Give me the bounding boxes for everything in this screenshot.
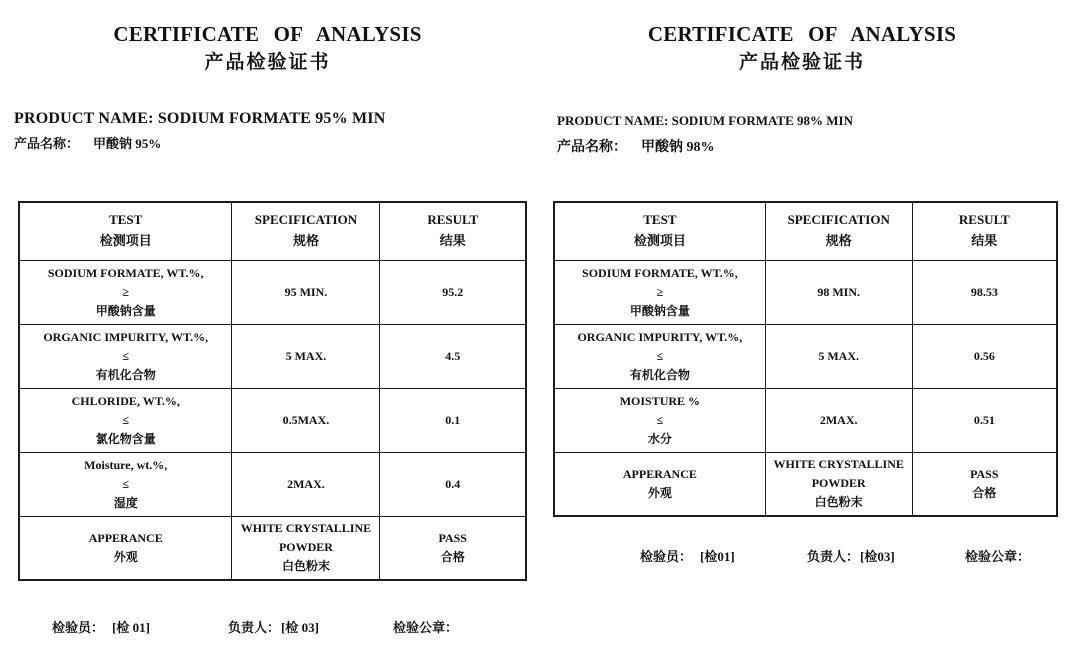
spec-cell xyxy=(765,388,912,452)
column-header-test-zh: 检测项目 xyxy=(99,233,152,248)
cell-line: SODIUM FORMATE, WT.%, xyxy=(47,265,204,280)
cell-line: 2MAX. xyxy=(819,412,858,427)
cell-line: ORGANIC IMPURITY, WT.%, xyxy=(43,329,209,344)
product-name-zh-value: 甲酸钠 98% xyxy=(641,140,715,155)
cell-line: PASS xyxy=(438,530,467,545)
cell-line: 白色粉末 xyxy=(281,559,330,574)
cell-line: 2MAX. xyxy=(287,476,325,491)
cell-line: 5 MAX. xyxy=(818,348,860,363)
product-name-zh-label: 产品名称： xyxy=(557,140,627,155)
column-header-specification-zh: 规格 xyxy=(825,233,852,248)
table-row xyxy=(19,388,526,452)
certificate-title-en: CERTIFICATE OF ANALYSIS xyxy=(113,22,422,46)
analysis-table-95 xyxy=(18,201,527,581)
column-header-specification-zh: 规格 xyxy=(292,233,319,248)
cell-line: 水分 xyxy=(647,431,672,446)
test-cell xyxy=(19,260,232,324)
table-header-row xyxy=(554,202,1057,260)
table-row xyxy=(19,324,526,388)
test-cell xyxy=(19,388,232,452)
supervisor-value: [检03] xyxy=(860,549,895,564)
certificate-title-zh: 产品检验证书 xyxy=(204,52,331,73)
cell-line: 98.53 xyxy=(970,284,998,299)
cell-line: 甲酸钠含量 xyxy=(95,303,156,318)
result-cell xyxy=(912,324,1057,388)
cell-line: ≥ xyxy=(656,284,664,299)
cell-line: ≤ xyxy=(656,348,664,363)
cell-line: 0.1 xyxy=(445,412,461,427)
cell-line: APPERANCE xyxy=(88,530,163,545)
result-cell xyxy=(380,516,526,580)
table-row xyxy=(19,516,526,580)
test-cell xyxy=(554,324,765,388)
supervisor-label: 负责人： xyxy=(807,549,860,564)
cell-line: WHITE CRYSTALLINE POWDER xyxy=(240,521,372,555)
cell-line: 有机化合物 xyxy=(629,367,690,382)
inspector-signature xyxy=(52,617,150,636)
test-cell xyxy=(554,260,765,324)
inspector-value: [检01] xyxy=(700,549,735,564)
test-cell xyxy=(554,388,765,452)
test-cell xyxy=(19,452,232,516)
cell-line: CHLORIDE, WT.%, xyxy=(71,393,180,408)
product-name-en: PRODUCT NAME: SODIUM FORMATE 95% MIN xyxy=(14,110,386,127)
cell-line: 4.5 xyxy=(445,348,461,363)
cell-line: ≤ xyxy=(122,348,130,363)
cell-line: 外观 xyxy=(647,485,672,500)
supervisor-signature xyxy=(807,546,895,565)
test-cell xyxy=(19,516,232,580)
result-cell xyxy=(912,388,1057,452)
supervisor-signature xyxy=(228,617,319,636)
spec-cell xyxy=(765,452,912,516)
signature-row xyxy=(535,546,1069,566)
column-header-test-en: TEST xyxy=(109,212,143,227)
cell-line: 湿度 xyxy=(113,495,138,510)
spec-cell xyxy=(765,260,912,324)
table-row xyxy=(19,260,526,324)
spec-cell xyxy=(765,324,912,388)
column-header-specification xyxy=(765,202,912,260)
product-name-zh-value: 甲酸钠 95% xyxy=(93,136,162,151)
signature-row xyxy=(0,617,535,637)
inspection-seal-label xyxy=(965,546,1030,565)
product-name-en: PRODUCT NAME: SODIUM FORMATE 98% MIN xyxy=(557,113,853,128)
seal-label: 检验公章： xyxy=(393,620,459,635)
result-cell xyxy=(380,388,526,452)
table-header-row xyxy=(19,202,526,260)
cell-line: ≥ xyxy=(122,284,130,299)
cell-line: 98 MIN. xyxy=(817,284,861,299)
column-header-test xyxy=(19,202,232,260)
cell-line: ≤ xyxy=(122,476,130,491)
result-cell xyxy=(380,452,526,516)
supervisor-value: [检 03] xyxy=(281,620,319,635)
test-cell xyxy=(554,452,765,516)
cell-line: 95.2 xyxy=(442,284,464,299)
column-header-specification xyxy=(232,202,380,260)
spec-cell xyxy=(232,388,380,452)
certificate-title-zh: 产品检验证书 xyxy=(738,52,865,73)
cell-line: WHITE CRYSTALLINE POWDER xyxy=(773,457,904,491)
result-cell xyxy=(380,324,526,388)
cell-line: MOISTURE % xyxy=(619,393,701,408)
inspector-value: [检 01] xyxy=(112,620,150,635)
inspector-signature xyxy=(640,546,735,565)
cell-line: 氯化物含量 xyxy=(95,431,156,446)
table-row xyxy=(554,260,1057,324)
column-header-specification-en: SPECIFICATION xyxy=(787,212,890,227)
table-row xyxy=(554,388,1057,452)
column-header-specification-en: SPECIFICATION xyxy=(254,212,358,227)
certificate-title-en: CERTIFICATE OF ANALYSIS xyxy=(647,22,957,46)
table-row xyxy=(19,452,526,516)
spec-cell xyxy=(232,516,380,580)
column-header-test xyxy=(554,202,765,260)
inspector-label: 检验员： xyxy=(52,620,105,635)
spec-cell xyxy=(232,324,380,388)
column-header-result-en: RESULT xyxy=(958,212,1010,227)
spec-cell xyxy=(232,260,380,324)
cell-line: PASS xyxy=(970,466,999,481)
column-header-result-zh: 结果 xyxy=(439,233,466,248)
cell-line: ORGANIC IMPURITY, WT.%, xyxy=(577,329,743,344)
cell-line: 白色粉末 xyxy=(814,495,863,510)
cell-line: 5 MAX. xyxy=(285,348,327,363)
cell-line: 95 MIN. xyxy=(284,284,328,299)
column-header-test-en: TEST xyxy=(643,212,677,227)
cell-line: Moisture, wt.%, xyxy=(84,457,168,472)
result-cell xyxy=(912,260,1057,324)
cell-line: 外观 xyxy=(113,549,138,564)
inspection-seal-label xyxy=(393,617,458,636)
product-name-zh-label: 产品名称： xyxy=(14,136,80,151)
product-name-zh xyxy=(14,133,161,152)
column-header-result xyxy=(380,202,526,260)
supervisor-label: 负责人： xyxy=(228,620,281,635)
analysis-table-98 xyxy=(553,201,1058,517)
cell-line: APPERANCE xyxy=(622,466,697,481)
certificate-sodium-formate-98 xyxy=(535,0,1069,653)
inspector-label: 检验员： xyxy=(640,549,693,564)
cell-line: 0.51 xyxy=(973,412,995,427)
cell-line: SODIUM FORMATE, WT.%, xyxy=(582,265,738,280)
cell-line: 0.4 xyxy=(445,476,461,491)
result-cell xyxy=(912,452,1057,516)
cell-line: 合格 xyxy=(440,549,465,564)
test-cell xyxy=(19,324,232,388)
column-header-result xyxy=(912,202,1057,260)
cell-line: ≤ xyxy=(122,412,130,427)
cell-line: 0.56 xyxy=(973,348,995,363)
cell-line: ≤ xyxy=(656,412,664,427)
product-name-zh xyxy=(557,136,715,156)
cell-line: 甲酸钠含量 xyxy=(629,303,690,318)
column-header-result-en: RESULT xyxy=(427,212,479,227)
column-header-result-zh: 结果 xyxy=(971,233,998,248)
seal-label: 检验公章： xyxy=(965,549,1031,564)
result-cell xyxy=(380,260,526,324)
cell-line: 0.5MAX. xyxy=(282,412,330,427)
spec-cell xyxy=(232,452,380,516)
table-row xyxy=(554,452,1057,516)
table-row xyxy=(554,324,1057,388)
cell-line: 合格 xyxy=(972,485,997,500)
cell-line: 有机化合物 xyxy=(95,367,156,382)
column-header-test-zh: 检测项目 xyxy=(633,233,686,248)
